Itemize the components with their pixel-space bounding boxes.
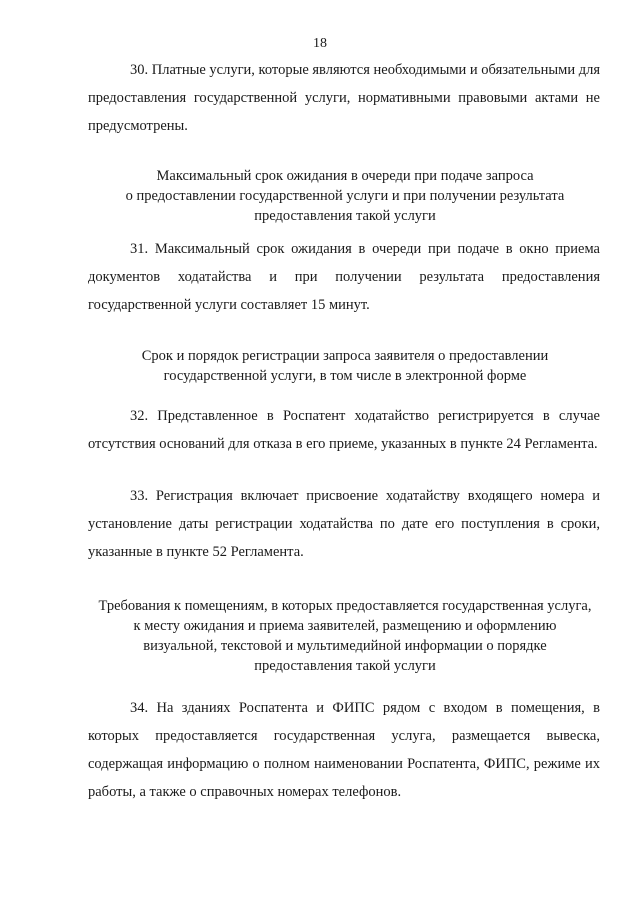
heading-line: государственной услуги, в том числе в электронной форме — [163, 368, 527, 384]
heading-line: предоставления такой услуги — [254, 208, 436, 224]
paragraph-30: 30. Платные услуги, которые являются необходимыми и обязательными для предоставления государственной услуги, нормативными правовыми актами не предусмотрены. — [88, 62, 600, 134]
paragraph-34: 34. На зданиях Роспатента и ФИПС рядом с входом в помещения, в которых предоставляется государственная услуга, размещается вывеска, содержащая информацию о полном наименовании Роспатента, ФИПС, режиме их работы, а также о справочных номерах телефонов. — [88, 700, 600, 800]
section-heading-premises — [80, 596, 610, 676]
paragraph-32: 32. Представленное в Роспатент ходатайство регистрируется в случае отсутствия оснований для отказа в его приеме, указанных в пункте 24 Регламента. — [88, 408, 600, 452]
heading-line: Максимальный срок ожидания в очереди при подаче запроса — [156, 168, 534, 184]
heading-line: визуальной, текстовой и мультимедийной информации о порядке — [143, 638, 547, 654]
section-heading-registration — [80, 346, 610, 386]
section-heading-wait-time — [80, 166, 610, 226]
heading-line: предоставления такой услуги — [254, 658, 436, 674]
heading-line: о предоставлении государственной услуги и при получении результата — [125, 188, 565, 204]
heading-line: к месту ожидания и приема заявителей, размещению и оформлению — [133, 618, 557, 634]
paragraph-31: 31. Максимальный срок ожидания в очереди при подаче в окно приема документов ходатайства и при получении результата предоставления государственной услуги составляет 15 минут. — [88, 241, 600, 313]
heading-line: Срок и порядок регистрации запроса заявителя о предоставлении — [141, 348, 549, 364]
page-number: 18 — [313, 36, 327, 51]
paragraph-33: 33. Регистрация включает присвоение ходатайству входящего номера и установление даты регистрации ходатайства по дате его поступления в сроки, указанные в пункте 52 Регламента. — [88, 488, 600, 560]
heading-line: Требования к помещениям, в которых предоставляется государственная услуга, — [98, 598, 592, 614]
